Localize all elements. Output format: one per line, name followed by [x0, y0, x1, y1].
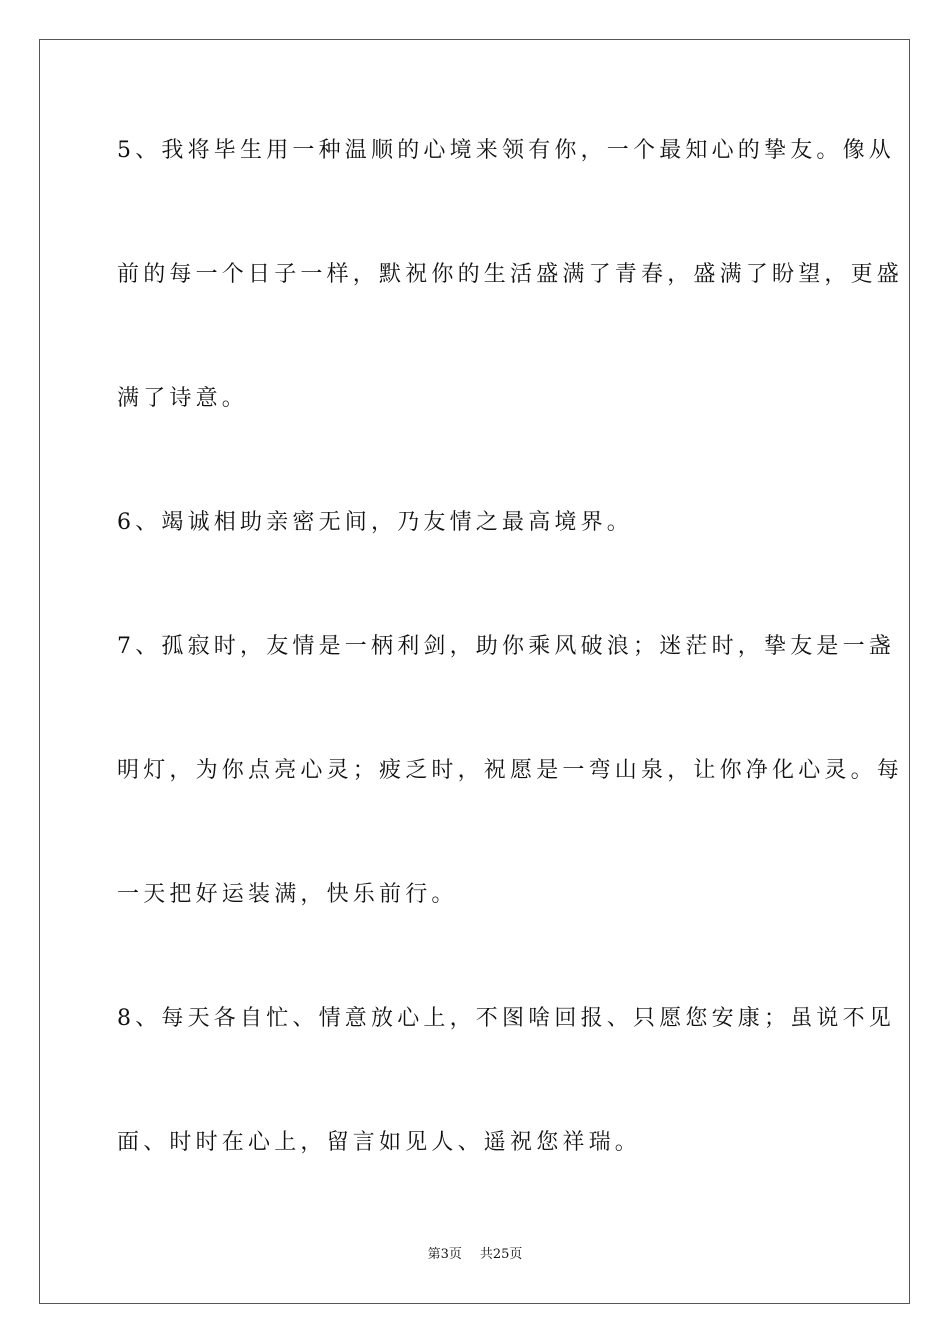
- text-line: 面、时时在心上，留言如见人、遥祝您祥瑞。: [117, 1130, 642, 1155]
- text-line: 6、竭诚相助亲密无间，乃友情之最高境界。: [117, 510, 633, 535]
- text-line: 5、我将毕生用一种温顺的心境来领有你，一个最知心的挚友。像从: [117, 138, 895, 163]
- text-line: 一天把好运装满，快乐前行。: [117, 882, 458, 907]
- page-footer: [0, 1246, 950, 1264]
- text-line: 前的每一个日子一样，默祝你的生活盛满了青春，盛满了盼望，更盛: [117, 262, 904, 287]
- page-total: 共25页: [479, 1247, 523, 1262]
- page-frame: [39, 39, 910, 1304]
- text-line: 7、孤寂时，友情是一柄利剑，助你乘风破浪；迷茫时，挚友是一盏: [117, 634, 895, 659]
- text-line: 满了诗意。: [117, 386, 249, 411]
- text-line: 明灯，为你点亮心灵；疲乏时，祝愿是一弯山泉，让你净化心灵。每: [117, 758, 904, 783]
- text-line: 8、每天各自忙、情意放心上，不图啥回报、只愿您安康；虽说不见: [117, 1006, 895, 1031]
- page-number: 第3页: [427, 1247, 462, 1262]
